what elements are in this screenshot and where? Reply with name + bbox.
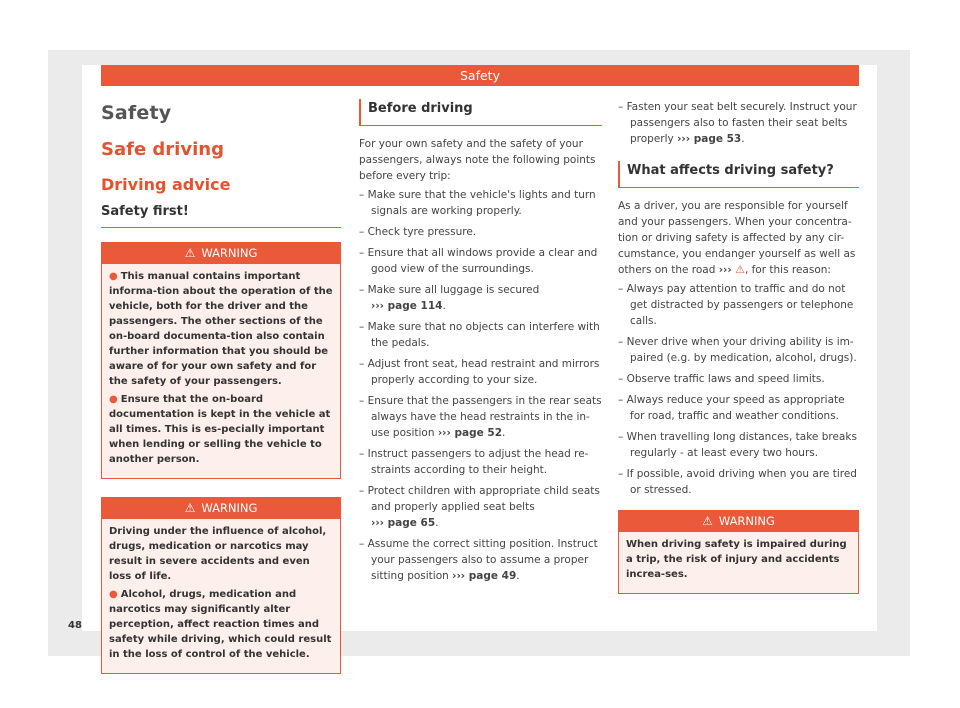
section-title: Safe driving: [101, 139, 224, 160]
driving-safety-list: [618, 281, 859, 498]
bullet-icon: ●: [109, 589, 118, 600]
warning-triangle-icon: ⚠: [735, 263, 745, 276]
list-item: – Ensure that the passengers in the rear seats always have the head restraints in the in-use position ››› page 52.: [359, 395, 602, 439]
column-right: [618, 99, 859, 594]
before-driving-intro: For your own safety and the safety of your passengers, always note the following points before every trip:: [359, 138, 596, 182]
list-item: – Observe traffic laws and speed limits.: [618, 373, 825, 385]
warning-label: WARNING: [201, 501, 258, 515]
warning-triangle-icon: ⚠: [184, 246, 196, 260]
list-item: – Check tyre pressure.: [359, 226, 477, 238]
warning-reference-link[interactable]: ›››: [718, 264, 732, 276]
page-reference-link[interactable]: ››› page 53: [677, 133, 742, 145]
list-item: – Assume the correct sitting position. Instruct your passengers also to assume a proper sitting position ››› page 49.: [359, 538, 598, 582]
list-item: – Always reduce your speed as appropriate for road, traffic and weather conditions.: [618, 394, 845, 422]
list-item: – Make sure all luggage is secured ››› page 114.: [359, 284, 540, 312]
driving-safety-heading: What affects driving safety?: [618, 161, 859, 188]
list-item: – If possible, avoid driving when you are tired or stressed.: [618, 468, 857, 496]
warning-label: WARNING: [718, 514, 775, 528]
warning-body: [102, 264, 340, 467]
list-item: – Ensure that all windows provide a clear and good view of the surroundings.: [359, 247, 598, 275]
warning-item: ● Ensure that the on-board documentation is kept in the vehicle at all times. This is es-pecially important when lending or selling the vehicle to another person.: [109, 394, 331, 465]
warning-item: ● This manual contains important informa-tion about the operation of the vehicle, both for the driver and the passengers. The other sections of the on-board documenta-tion also contain further information that you should be aware of for your own safety and for the safety of your passengers.: [109, 271, 333, 387]
continued-list: [618, 99, 859, 147]
page-reference-link[interactable]: ››› page 49: [452, 570, 517, 582]
warning-text: When driving safety is impaired during a trip, the risk of injury and accidents increa-ses.: [626, 539, 847, 580]
warning-box-3: [618, 510, 859, 594]
chapter-header: Safety: [101, 65, 859, 86]
list-item: – Always pay attention to traffic and do not get distracted by passengers or telephone calls.: [618, 283, 854, 327]
warning-box-2: [101, 497, 341, 674]
page-number: 48: [68, 620, 82, 631]
list-item: – Adjust front seat, head restraint and mirrors properly according to your size.: [359, 358, 600, 386]
warning-label: WARNING: [201, 246, 258, 260]
topic-title: Safety first!: [101, 204, 341, 228]
warning-header: [102, 498, 340, 519]
list-item: – Make sure that no objects can interfere with the pedals.: [359, 321, 600, 349]
warning-body: [619, 532, 858, 582]
page-reference-link[interactable]: ››› page 114: [371, 300, 443, 312]
subsection-title: Driving advice: [101, 175, 231, 194]
page-reference-link[interactable]: ››› page 65: [371, 517, 436, 529]
bullet-icon: ●: [109, 271, 118, 282]
chapter-title: Safety: [101, 102, 172, 124]
list-item: – Fasten your seat belt securely. Instruct your passengers also to fasten their seat belts properly ››› page 53.: [618, 101, 857, 145]
warning-header: [619, 511, 858, 532]
driving-safety-intro: As a driver, you are responsible for yourself and your passengers. When your concentra-tion or driving safety is affected by any cir-cumstance, you endanger yourself as well as others on the road ››› ⚠, for this reason:: [618, 200, 856, 276]
before-driving-heading: Before driving: [359, 99, 602, 126]
list-item: – When travelling long distances, take breaks regularly - at least every two hours.: [618, 431, 857, 459]
list-item: – Make sure that the vehicle's lights and turn signals are working properly.: [359, 189, 596, 217]
list-item: – Instruct passengers to adjust the head re-straints according to their height.: [359, 448, 589, 476]
list-item: – Protect children with appropriate child seats and properly applied seat belts ››› page 65.: [359, 485, 600, 529]
column-middle: [359, 99, 602, 589]
warning-triangle-icon: ⚠: [702, 514, 713, 528]
warning-item: ● Alcohol, drugs, medication and narcotics may significantly alter perception, affect reaction times and safety while driving, which could result in the loss of control of the vehicle.: [109, 589, 332, 660]
warning-header: [102, 243, 340, 264]
before-driving-list: [359, 187, 602, 584]
list-item: – Never drive when your driving ability is im-paired (e.g. by medication, alcohol, drugs).: [618, 336, 857, 364]
warning-triangle-icon: ⚠: [184, 501, 196, 515]
bullet-icon: ●: [109, 394, 118, 405]
column-left: [101, 92, 341, 674]
warning-intro: Driving under the influence of alcohol, drugs, medication or narcotics may result in severe accidents and even loss of life.: [109, 526, 327, 582]
warning-box-1: [101, 242, 341, 479]
page-reference-link[interactable]: ››› page 52: [437, 427, 503, 439]
warning-body: [102, 519, 340, 662]
